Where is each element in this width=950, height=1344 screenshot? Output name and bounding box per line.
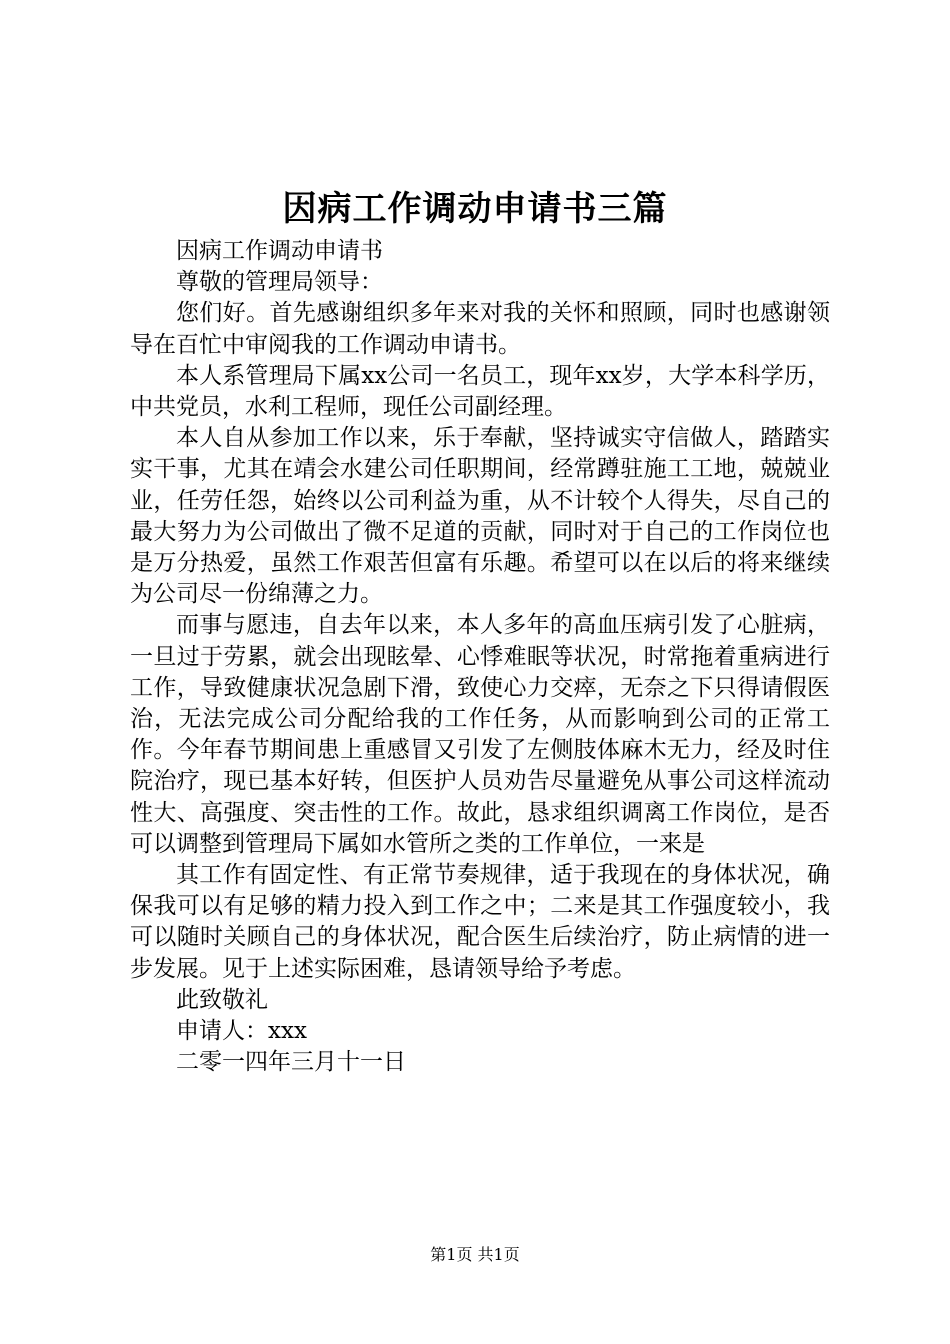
paragraph-subtitle: 因病工作调动申请书 [176,238,383,264]
page-number-footer: 第1页 共1页 [430,1245,520,1264]
document-body [130,236,830,1078]
paragraph-work-history: 本人自从参加工作以来，乐于奉献，坚持诚实守信做人，踏踏实实干事，尤其在靖会水建公司任职期间，经常蹲驻施工工地，兢兢业业，任劳任怨，始终以公司利益为重，从不计较个人得失，尽自己的最大努力为公司做出了微不足道的贡献，同时对于自己的工作岗位也是万分热爱，虽然工作艰苦但富有乐趣。希望可以在以后的将来继续为公司尽一份绵薄之力。 [130,425,830,608]
paragraph-self-intro: 本人系管理局下属xx公司一名员工，现年xx岁，大学本科学历，中共党员，水利工程师，现任公司副经理。 [130,362,830,421]
paragraph-greeting: 您们好。首先感谢组织多年来对我的关怀和照顾，同时也感谢领导在百忙中审阅我的工作调动申请书。 [130,300,830,358]
paragraph-closing: 此致敬礼 [176,986,268,1013]
paragraph-date: 二零一四年三月十一日 [176,1049,406,1076]
paragraph-illness: 而事与愿违，自去年以来，本人多年的高血压病引发了心脏病，一旦过于劳累，就会出现眩晕、心悸难眠等状况，时常拖着重病进行工作，导致健康状况急剧下滑，致使心力交瘁，无奈之下只得请假医治，无法完成公司分配给我的工作任务，从而影响到公司的正常工作。今年春节期间患上重感冒又引发了左侧肢体麻木无力，经及时住院治疗，现已基本好转，但医护人员劝告尽量避免从事公司这样流动性大、高强度、突击性的工作。故此，恳求组织调离工作岗位，是否可以调整到管理局下属如水管所之类的工作单位，一来是 [130,612,830,857]
paragraph-applicant: 申请人：xxx [176,1018,307,1045]
paragraph-reasons: 其工作有固定性、有正常节奏规律，适于我现在的身体状况，确保我可以有足够的精力投入到工作之中；二来是其工作强度较小，我可以随时关顾自己的身体状况，配合医生后续治疗，防止病情的进一步发展。见于上述实际困难，恳请领导给予考虑。 [130,862,830,982]
paragraph-salutation: 尊敬的管理局领导： [176,269,383,296]
document-title: 因病工作调动申请书三篇 [282,189,668,229]
